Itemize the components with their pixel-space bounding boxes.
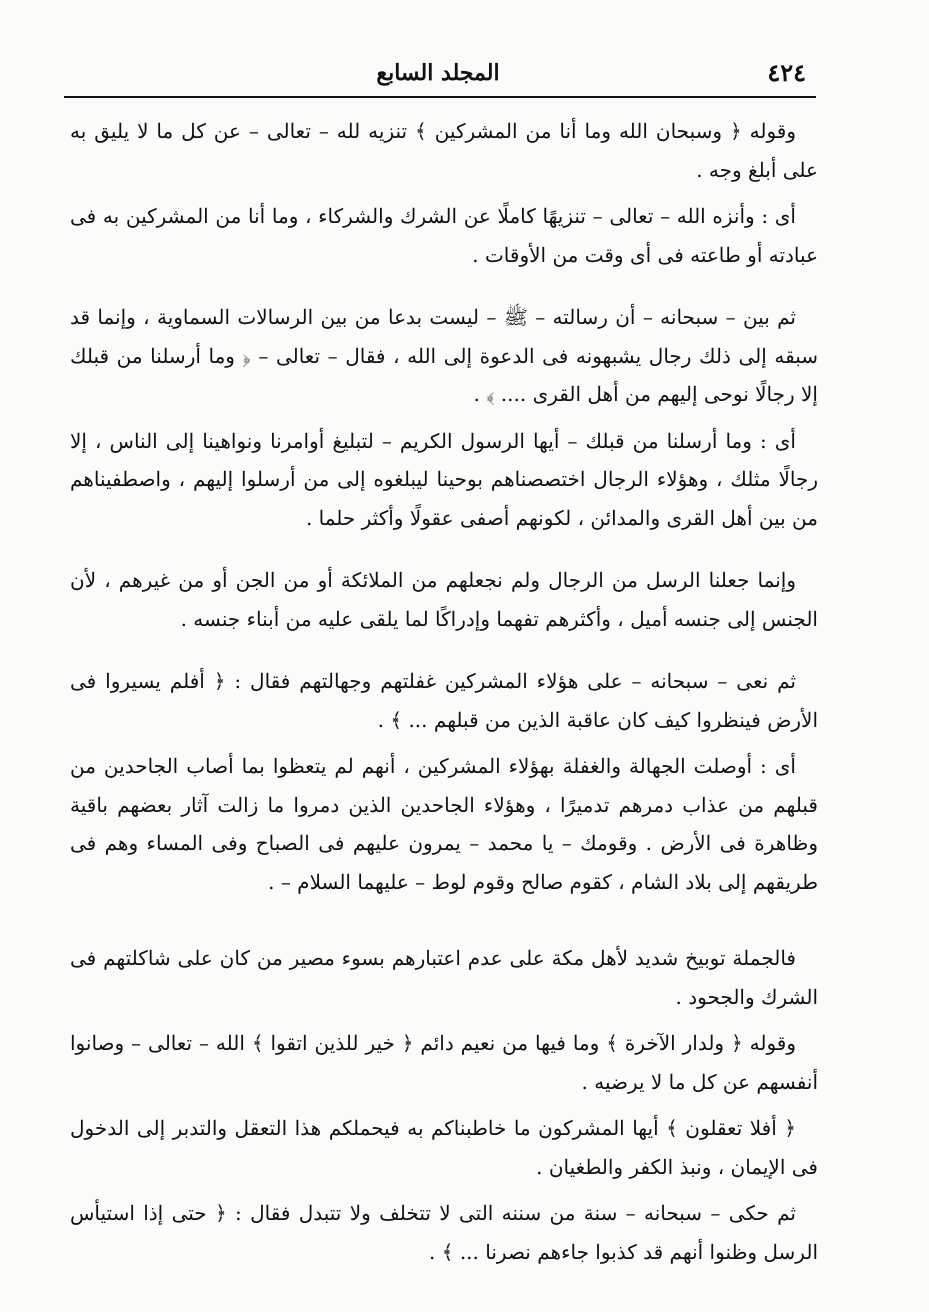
paragraph: ثم بين – سبحانه – أن رسالته – ﷺ – ليست بدعا من بين الرسالات السماوية ، وإنما قد سبقه إلى ذلك رجال يشبهونه فى الدعوة إلى الله ، فقال – تعالى – ﴿ وما أرسلنا من قبلك إلا رجالًا نوحى إليهم من أهل القرى .... ﴾ .	[70, 305, 819, 406]
header-rule	[64, 96, 816, 98]
paragraph: فالجملة توبيخ شديد لأهل مكة على عدم اعتبارهم بسوء مصير من كان على شاكلتهم فى الشرك والجحود .	[70, 946, 818, 1009]
paragraph: ثم نعى – سبحانه – على هؤلاء المشركين غفلتهم وجهالتهم فقال : ﴿ أفلم يسيروا فى الأرض فينظروا كيف كان عاقبة الذين من قبلهم ... ﴾ .	[70, 669, 818, 732]
paragraph: ﴿ أفلا تعقلون ﴾ أيها المشركون ما خاطبناكم به فيحملكم هذا التعقل والتدبر إلى الدخول فى الإيمان ، ونبذ الكفر والطغيان .	[70, 1116, 818, 1179]
body-text	[70, 112, 818, 1279]
paragraph: ثم حكى – سبحانه – سنة من سننه التى لا تتخلف ولا تتبدل فقال : ﴿ حتى إذا استيأس الرسل وظنوا أنهم قد كذبوا جاءهم نصرنا ... ﴾ .	[70, 1201, 818, 1264]
paragraph: وقوله ﴿ ولدار الآخرة ﴾ وما فيها من نعيم دائم ﴿ خير للذين اتقوا ﴾ الله – تعالى – وصانوا أنفسهم عن كل ما لا يرضيه .	[70, 1031, 818, 1094]
running-title: المجلد السابع	[376, 60, 500, 86]
paragraph: وإنما جعلنا الرسل من الرجال ولم نجعلهم من الملائكة أو من الجن أو من غيرهم ، لأن الجنس إلى جنسه أميل ، وأكثرهم تفهما وإدراكًا لما يلقى عليه من أبناء جنسه .	[70, 568, 818, 631]
paragraph: أى : وما أرسلنا من قبلك – أيها الرسول الكريم – لتبليغ أوامرنا ونواهينا إلى الناس ، إلا رجالًا مثلك ، وهؤلاء الرجال اختصصناهم بوحينا ليبلغوه إلى من أرسلوا إليهم ، واصطفيناهم من بين أهل القرى والمدائن ، لكونهم أصفى عقولًا وأكثر حلما .	[70, 428, 818, 530]
paragraph: وقوله ﴿ وسبحان الله وما أنا من المشركين ﴾ تنزيه لله – تعالى – عن كل ما لا يليق به على أبلغ وجه .	[70, 119, 818, 182]
paragraph: أى : أوصلت الجهالة والغفلة بهؤلاء المشركين ، أنهم لم يتعظوا بما أصاب الجاحدين من قبلهم من عذاب دمرهم تدميرًا ، وهؤلاء الجاحدين الذين دمروا ما زالت آثار بعضهم باقية وظاهرة فى الأرض . وقومك – يا محمد – يمرون عليهم فى الصباح وفى المساء وهم فى طريقهم إلى بلاد الشام ، كقوم صالح وقوم لوط – عليهما السلام – .	[70, 754, 818, 894]
page-header	[64, 52, 812, 94]
paragraph: أى : وأنزه الله – تعالى – تنزيهًا كاملًا عن الشرك والشركاء ، وما أنا من المشركين به فى عبادته أو طاعته فى أى وقت من الأوقات .	[70, 204, 818, 267]
page-number: ٤٢٤	[767, 58, 806, 87]
